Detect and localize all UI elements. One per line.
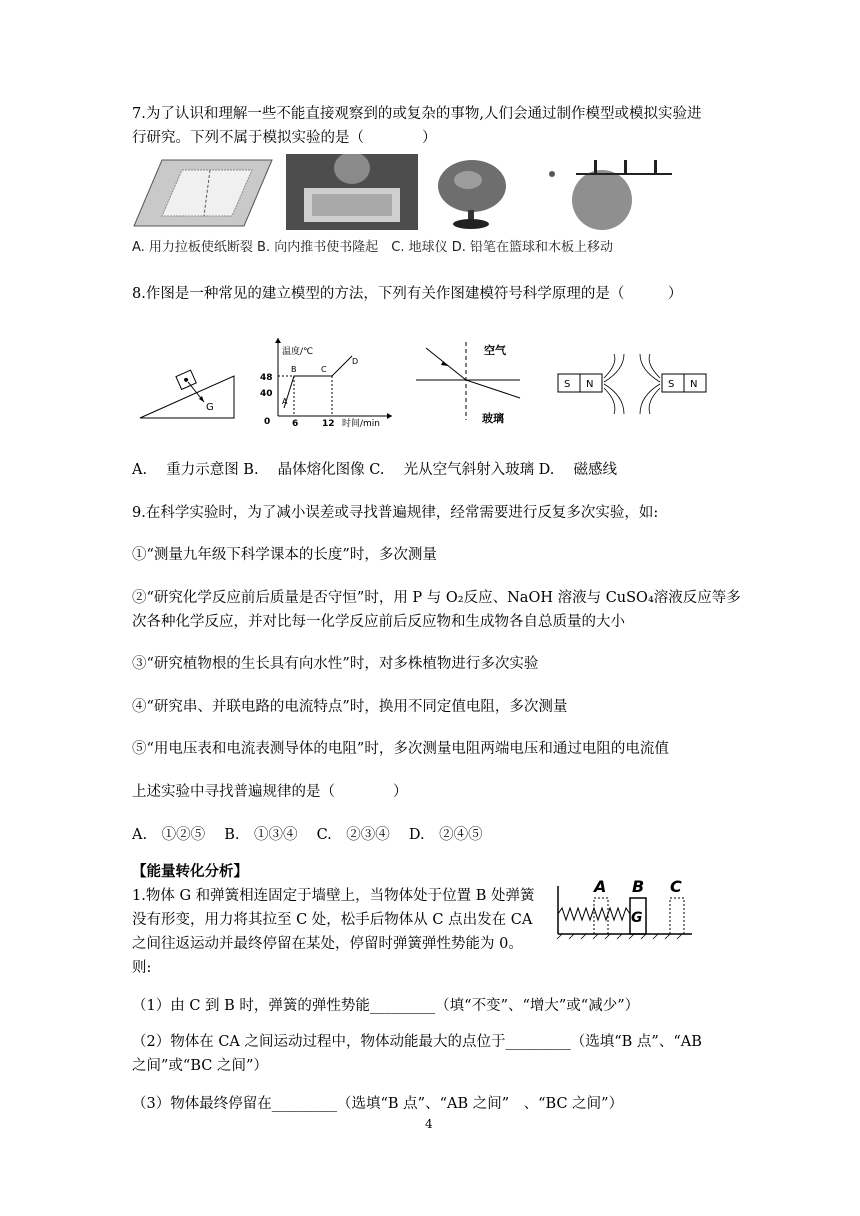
q9-item-5: ⑤“用电压表和电流表测导体的电阻”时，多次测量电阻两端电压和通过电阻的电流值 [132, 741, 669, 757]
q8-figure-b-point-d: D [352, 357, 359, 366]
q9-question: 上述实验中寻找普遍规律的是（ ） [132, 784, 408, 800]
q7-image-c-globe [430, 156, 514, 230]
q9-item-2-line1: ②“研究化学反应前后质量是否守恒”时，用 P 与 O₂反应、NaOH 溶液与 CuSO₄溶液反应等多 [132, 590, 741, 606]
q8-figure-d-magnetic-field [552, 354, 712, 414]
q8-options: A. 重力示意图 B. 晶体熔化图像 C. 光从空气斜射入玻璃 D. 磁感线 [132, 462, 618, 478]
q7-stem-line2: 行研究。下列不属于模拟实验的是（ ） [132, 130, 437, 146]
q8-figure-d-right-s: S [668, 379, 675, 390]
q8-figure-a-gravity [138, 354, 238, 422]
q7-image-d-pencil-ball [536, 156, 676, 230]
e1-label-c: C [670, 877, 682, 896]
q8-figure-b-ytick-0: 0 [264, 417, 271, 427]
e1-spring-figure [554, 858, 696, 940]
q8-figure-b-point-b: B [291, 365, 297, 374]
q9-stem: 9.在科学实验时，为了减小误差或寻找普遍规律，经常需要进行反复多次实验，如: [132, 505, 659, 521]
e1-label-b: B [632, 877, 645, 896]
q9-options: A. ①②⑤ B. ①③④ C. ②③④ D. ②④⑤ [132, 827, 483, 843]
q7-image-b-book-push [286, 154, 418, 230]
q8-figure-c-refraction [416, 340, 530, 424]
q8-figure-c-glass-label: 玻璃 [482, 412, 504, 424]
q8-figure-b-point-a: A [282, 397, 288, 406]
e1-stem-line4: 则: [132, 960, 152, 976]
q8-figure-d-left-s: S [564, 379, 571, 390]
q9-item-4: ④“研究串、并联电路的电流特点”时，换用不同定值电阻，多次测量 [132, 699, 568, 715]
e1-stem-line1: 1.物体 G 和弹簧相连固定于墙壁上，当物体处于位置 B 处弹簧 [132, 888, 535, 904]
e1-stem-line2: 没有形变，用力将其拉至 C 处，松手后物体从 C 点出发在 CA [132, 912, 533, 928]
q8-stem: 8.作图是一种常见的建立模型的方法，下列有关作图建模符号科学原理的是（ ） [132, 286, 683, 302]
q7-image-a-paper-board [132, 156, 274, 230]
q8-figure-b-point-c: C [321, 365, 327, 374]
q9-item-1: ①“测量九年级下科学课本的长度”时，多次测量 [132, 547, 437, 563]
q7-options-caption: A. 用力拉板使纸断裂 B. 向内推书使书隆起 C. 地球仪 D. 铅笔在篮球和木板上移动 [132, 240, 613, 255]
q8-figure-b-melting-graph [258, 334, 398, 428]
q7-stem-line1: 7.为了认识和理解一些不能直接观察到的或复杂的事物,人们会通过制作模型或模拟实验进 [132, 106, 702, 122]
page-number: 4 [425, 1117, 433, 1131]
q8-figure-d-right-n: N [690, 379, 698, 390]
e1-stem-line3: 之间往返运动并最终停留在某处，停留时弹簧弹性势能为 0。 [132, 936, 523, 952]
q8-figure-b-xtick-6: 6 [292, 419, 299, 428]
q9-item-2-line2: 次各种化学反应，并对比每一化学反应前后反应物和生成物各自总质量的大小 [132, 614, 625, 630]
q8-figure-a-g-label: G [206, 402, 214, 413]
q8-figure-b-ylabel: 温度/℃ [282, 347, 314, 357]
q8-figure-b-xlabel: 时间/min [342, 419, 381, 428]
e1-sub-3: （3）物体最终停留在_________（选填“B 点”、“AB 之间” 、“BC 之间”） [132, 1096, 624, 1112]
q8-figure-b-xtick-12: 12 [322, 419, 335, 428]
q8-figure-d-left-n: N [586, 379, 594, 390]
q8-figure-b-ytick-40: 40 [260, 389, 273, 399]
q8-figure-c-air-label: 空气 [484, 344, 506, 357]
q9-item-3: ③“研究植物根的生长具有向水性”时，对多株植物进行多次实验 [132, 656, 539, 672]
q8-figure-b-ytick-48: 48 [260, 373, 273, 383]
e1-label-a: A [594, 877, 607, 896]
e1-sub-1: （1）由 C 到 B 时，弹簧的弹性势能_________（填“不变”、“增大”或“减少”） [132, 998, 640, 1014]
section-title: 【能量转化分析】 [132, 864, 248, 880]
e1-label-g: G [631, 910, 643, 926]
e1-sub-2-line1: （2）物体在 CA 之间运动过程中，物体动能最大的点位于_________（选填“B 点”、“AB [132, 1034, 702, 1050]
e1-sub-2-line2: 之间”或“BC 之间”） [132, 1058, 268, 1074]
